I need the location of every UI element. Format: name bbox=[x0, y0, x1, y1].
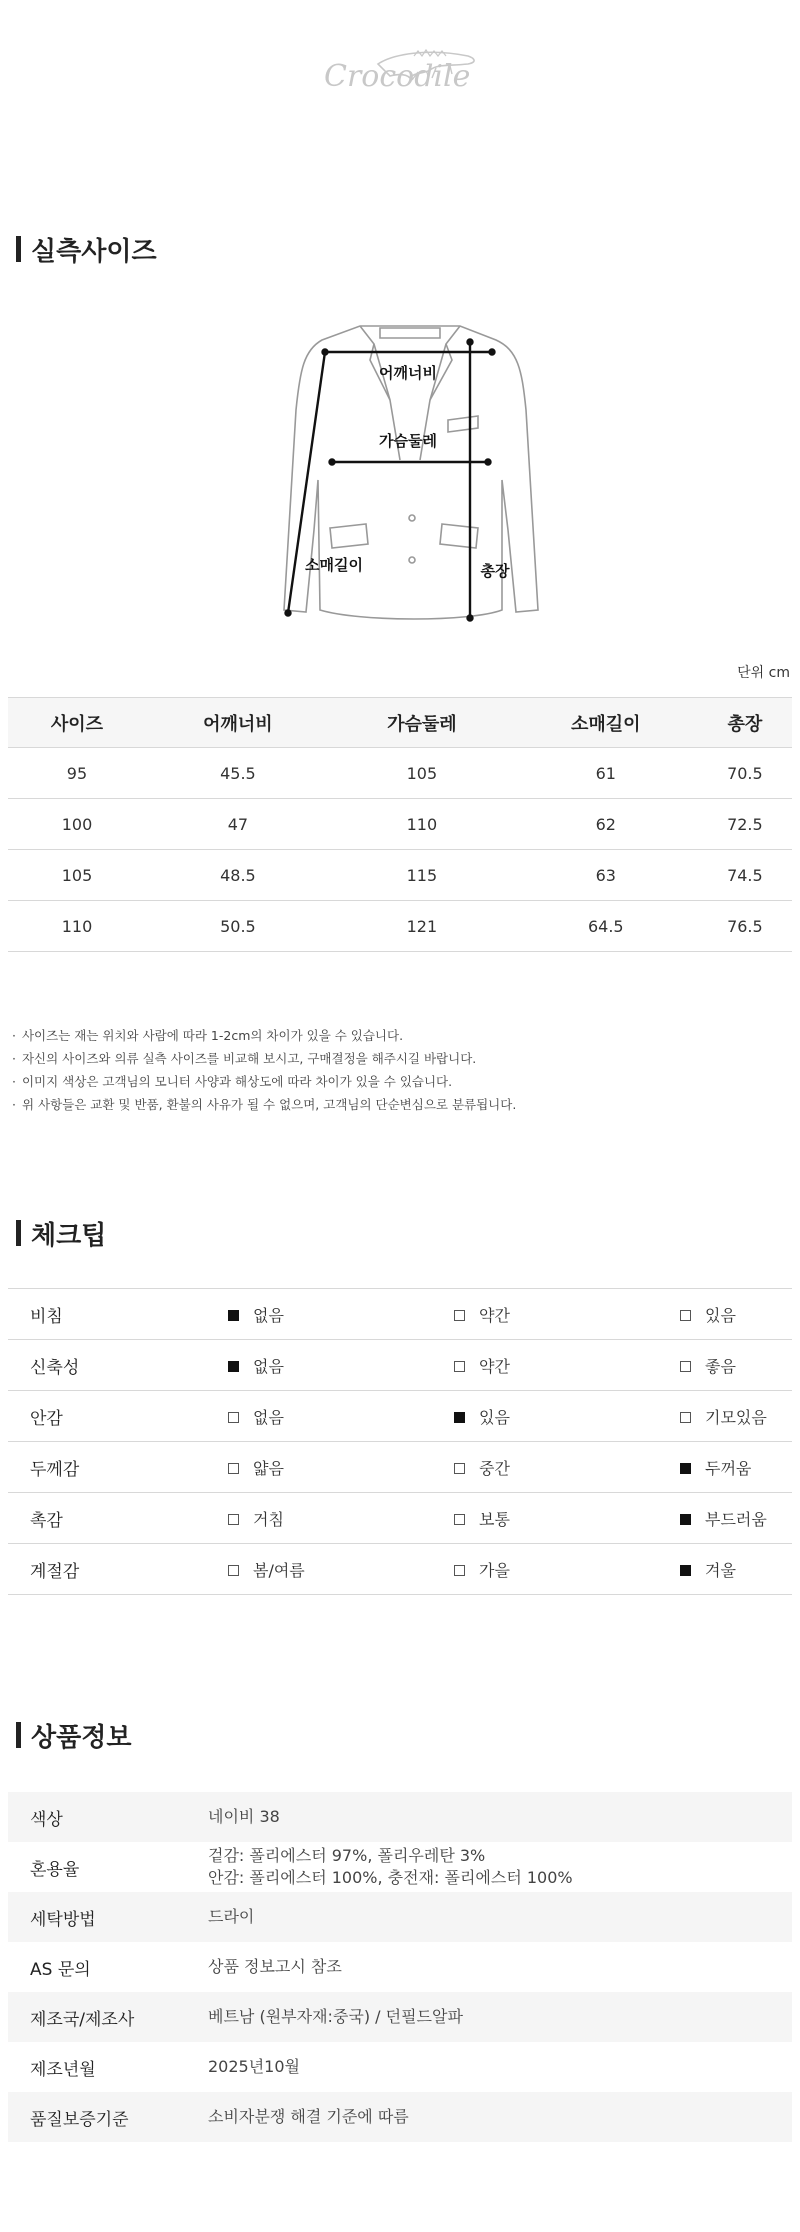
info-row bbox=[8, 1792, 792, 1842]
unchecked-box-icon bbox=[228, 1565, 239, 1576]
size-table-header bbox=[8, 698, 792, 748]
shoulder-label: 어깨너비 bbox=[379, 364, 437, 382]
check-option bbox=[670, 1442, 792, 1493]
info-value-line: 드라이 bbox=[208, 1907, 255, 1926]
check-row bbox=[8, 1493, 792, 1544]
check-tip-table bbox=[8, 1288, 792, 1595]
info-row bbox=[8, 1942, 792, 1992]
shoulder-cell: 48.5 bbox=[146, 850, 330, 901]
info-value-line: 네이비 38 bbox=[208, 1807, 280, 1826]
checked-box-icon bbox=[454, 1412, 465, 1423]
check-row-label: 촉감 bbox=[30, 1510, 63, 1531]
check-option bbox=[218, 1391, 444, 1442]
check-option-text: 좋음 bbox=[705, 1356, 736, 1376]
check-option bbox=[218, 1544, 444, 1595]
info-key: 세탁방법 bbox=[30, 1909, 96, 1930]
size-section-title bbox=[16, 234, 157, 267]
info-value bbox=[208, 1942, 792, 1992]
sleeve-cell: 61 bbox=[514, 748, 698, 799]
info-row bbox=[8, 1992, 792, 2042]
unchecked-box-icon bbox=[454, 1565, 465, 1576]
check-option bbox=[670, 1493, 792, 1544]
check-row-label: 비침 bbox=[30, 1306, 63, 1327]
check-option-text: 있음 bbox=[479, 1407, 510, 1427]
crocodile-logo bbox=[318, 34, 482, 100]
unchecked-box-icon bbox=[680, 1412, 691, 1423]
size-title-text: 실측사이즈 bbox=[31, 236, 157, 267]
shoulder-cell: 45.5 bbox=[146, 748, 330, 799]
check-option bbox=[444, 1391, 670, 1442]
check-option-text: 없음 bbox=[253, 1356, 284, 1376]
info-value-line: 베트남 (원부자재:중국) / 던필드알파 bbox=[208, 2007, 463, 2026]
table-row bbox=[8, 850, 792, 901]
info-key: 혼용율 bbox=[30, 1859, 80, 1880]
checked-box-icon bbox=[680, 1565, 691, 1576]
info-value bbox=[208, 1892, 792, 1942]
title-bar bbox=[16, 1220, 21, 1246]
jacket-measurement-diagram bbox=[270, 310, 550, 630]
info-value bbox=[208, 2092, 792, 2142]
unchecked-box-icon bbox=[454, 1310, 465, 1321]
note-item: · 자신의 사이즈와 의류 실측 사이즈를 비교해 보시고, 구매결정을 해주시길 바랍니다. bbox=[12, 1047, 516, 1070]
checked-box-icon bbox=[228, 1310, 239, 1321]
info-value bbox=[208, 1842, 792, 1892]
check-option-text: 얇음 bbox=[253, 1458, 284, 1478]
check-option bbox=[444, 1340, 670, 1391]
unchecked-box-icon bbox=[228, 1463, 239, 1474]
check-option-text: 부드러움 bbox=[705, 1509, 767, 1529]
check-row-label: 안감 bbox=[30, 1408, 63, 1429]
unit-label: 단위 cm bbox=[737, 665, 790, 681]
check-option-text: 없음 bbox=[253, 1305, 284, 1325]
note-item: · 위 사항들은 교환 및 반품, 환불의 사유가 될 수 없으며, 고객님의 단순변심으로 분류됩니다. bbox=[12, 1093, 516, 1116]
size-cell: 110 bbox=[8, 901, 146, 952]
check-option-text: 겨울 bbox=[705, 1560, 736, 1580]
check-option bbox=[444, 1493, 670, 1544]
check-option-text: 기모있음 bbox=[705, 1407, 767, 1427]
header-cell: 총장 bbox=[698, 698, 792, 748]
unchecked-box-icon bbox=[454, 1361, 465, 1372]
check-section-title bbox=[16, 1218, 107, 1251]
header-cell: 가슴둘레 bbox=[330, 698, 514, 748]
chest-label: 가슴둘레 bbox=[379, 432, 437, 450]
size-cell: 95 bbox=[8, 748, 146, 799]
header-cell: 어깨너비 bbox=[146, 698, 330, 748]
info-value-line: 2025년10월 bbox=[208, 2057, 300, 2076]
info-value bbox=[208, 1992, 792, 2042]
header-cell: 사이즈 bbox=[8, 698, 146, 748]
note-item: · 이미지 색상은 고객님의 모니터 사양과 해상도에 따라 차이가 있을 수 있습니다. bbox=[12, 1070, 516, 1093]
table-row bbox=[8, 748, 792, 799]
check-row-label: 신축성 bbox=[30, 1357, 80, 1378]
check-row bbox=[8, 1442, 792, 1493]
check-option-text: 약간 bbox=[479, 1305, 510, 1325]
check-option bbox=[670, 1544, 792, 1595]
info-row bbox=[8, 2042, 792, 2092]
chest-cell: 115 bbox=[330, 850, 514, 901]
check-option-text: 거침 bbox=[253, 1509, 284, 1529]
chest-cell: 110 bbox=[330, 799, 514, 850]
note-item: · 사이즈는 재는 위치와 사람에 따라 1-2cm의 차이가 있을 수 있습니다. bbox=[12, 1024, 516, 1047]
check-row-label: 두께감 bbox=[30, 1459, 80, 1480]
info-row bbox=[8, 1842, 792, 1892]
size-notes bbox=[12, 1024, 516, 1116]
header-cell: 소매길이 bbox=[514, 698, 698, 748]
info-row bbox=[8, 1892, 792, 1942]
check-option bbox=[670, 1391, 792, 1442]
size-table bbox=[8, 697, 792, 952]
unchecked-box-icon bbox=[680, 1310, 691, 1321]
svg-text:Crocodile: Crocodile bbox=[324, 59, 471, 94]
length-cell: 70.5 bbox=[698, 748, 792, 799]
check-option-text: 봄/여름 bbox=[253, 1560, 305, 1580]
check-option-text: 있음 bbox=[705, 1305, 736, 1325]
info-key: 품질보증기준 bbox=[30, 2109, 129, 2130]
check-row bbox=[8, 1391, 792, 1442]
length-label: 총장 bbox=[480, 562, 510, 580]
info-value bbox=[208, 2042, 792, 2092]
length-cell: 72.5 bbox=[698, 799, 792, 850]
check-option-text: 가을 bbox=[479, 1560, 510, 1580]
sleeve-label: 소매길이 bbox=[305, 556, 363, 574]
chest-cell: 121 bbox=[330, 901, 514, 952]
info-row bbox=[8, 2092, 792, 2142]
sleeve-cell: 63 bbox=[514, 850, 698, 901]
check-option bbox=[670, 1289, 792, 1340]
check-option bbox=[218, 1289, 444, 1340]
info-value bbox=[208, 1792, 792, 1842]
shoulder-cell: 47 bbox=[146, 799, 330, 850]
check-row bbox=[8, 1544, 792, 1595]
unchecked-box-icon bbox=[454, 1514, 465, 1525]
checked-box-icon bbox=[680, 1463, 691, 1474]
info-value-line: 상품 정보고시 참조 bbox=[208, 1957, 342, 1976]
size-cell: 100 bbox=[8, 799, 146, 850]
check-option bbox=[444, 1544, 670, 1595]
check-option-text: 보통 bbox=[479, 1509, 510, 1529]
check-option bbox=[218, 1442, 444, 1493]
check-row bbox=[8, 1340, 792, 1391]
info-title-text: 상품정보 bbox=[31, 1722, 132, 1753]
product-info-table bbox=[8, 1792, 792, 2142]
check-row bbox=[8, 1289, 792, 1340]
check-option bbox=[444, 1289, 670, 1340]
check-option bbox=[218, 1340, 444, 1391]
title-bar bbox=[16, 236, 21, 262]
checked-box-icon bbox=[680, 1514, 691, 1525]
info-key: 색상 bbox=[30, 1809, 63, 1830]
unchecked-box-icon bbox=[454, 1463, 465, 1474]
info-section-title bbox=[16, 1720, 132, 1753]
info-key: 제조국/제조사 bbox=[30, 2009, 135, 2030]
unchecked-box-icon bbox=[228, 1412, 239, 1423]
info-value-line: 소비자분쟁 해결 기준에 따름 bbox=[208, 2107, 409, 2126]
length-cell: 76.5 bbox=[698, 901, 792, 952]
check-option-text: 두꺼움 bbox=[705, 1458, 752, 1478]
info-value-line: 겉감: 폴리에스터 97%, 폴리우레탄 3% bbox=[208, 1846, 486, 1865]
chest-cell: 105 bbox=[330, 748, 514, 799]
title-bar bbox=[16, 1722, 21, 1748]
check-title-text: 체크팁 bbox=[31, 1220, 107, 1251]
check-option bbox=[218, 1493, 444, 1544]
check-option bbox=[670, 1340, 792, 1391]
unchecked-box-icon bbox=[680, 1361, 691, 1372]
info-key: AS 문의 bbox=[30, 1959, 91, 1980]
check-option-text: 약간 bbox=[479, 1356, 510, 1376]
info-key: 제조년월 bbox=[30, 2059, 96, 2080]
info-value-line: 안감: 폴리에스터 100%, 충전재: 폴리에스터 100% bbox=[208, 1868, 573, 1887]
shoulder-cell: 50.5 bbox=[146, 901, 330, 952]
unchecked-box-icon bbox=[228, 1514, 239, 1525]
check-option-text: 없음 bbox=[253, 1407, 284, 1427]
table-row bbox=[8, 799, 792, 850]
checked-box-icon bbox=[228, 1361, 239, 1372]
sleeve-cell: 64.5 bbox=[514, 901, 698, 952]
sleeve-cell: 62 bbox=[514, 799, 698, 850]
length-cell: 74.5 bbox=[698, 850, 792, 901]
table-row bbox=[8, 901, 792, 952]
check-option bbox=[444, 1442, 670, 1493]
check-option-text: 중간 bbox=[479, 1458, 510, 1478]
check-row-label: 계절감 bbox=[30, 1561, 80, 1582]
size-cell: 105 bbox=[8, 850, 146, 901]
